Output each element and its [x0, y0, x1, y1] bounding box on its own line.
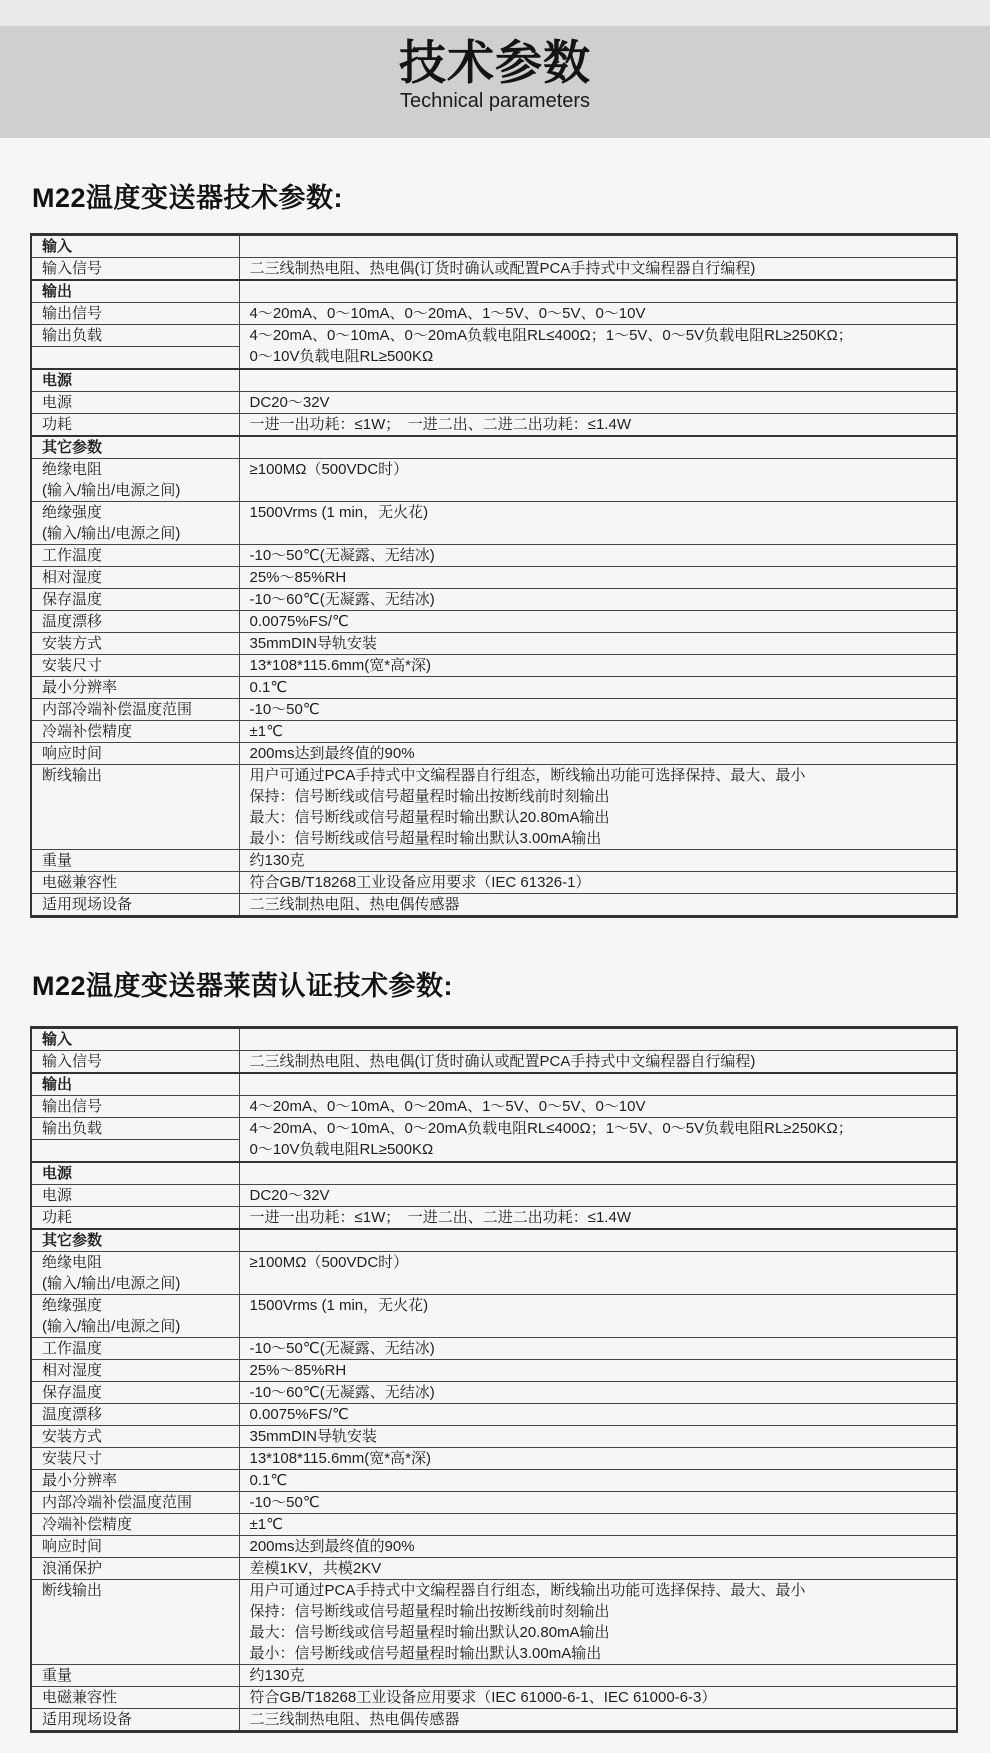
param-label: 相对湿度 — [31, 567, 239, 589]
param-value: 0.0075%FS/℃ — [239, 611, 957, 633]
params-table-2-body — [31, 1028, 957, 1732]
param-value: 二三线制热电阻、热电偶(订货时确认或配置PCA手持式中文编程器自行编程) — [239, 1051, 957, 1074]
param-label: 响应时间 — [31, 743, 239, 765]
param-value: 0.1℃ — [239, 677, 957, 699]
param-value-line: 保持：信号断线或信号超量程时输出按断线前时刻输出 — [249, 788, 610, 805]
table-row — [31, 303, 957, 325]
table-row — [31, 1536, 957, 1558]
param-value: 25%～85%RH — [239, 567, 957, 589]
param-section-value — [239, 1073, 957, 1096]
param-value: -10～60℃(无凝露、无结冰) — [239, 589, 957, 611]
param-label: 浪涌保护 — [31, 1558, 239, 1580]
param-value: 4～20mA、0～10mA、0～20mA、1～5V、0～5V、0～10V — [239, 1096, 957, 1118]
param-label: 工作温度 — [31, 1338, 239, 1360]
param-label: 适用现场设备 — [31, 1709, 239, 1732]
param-label: 响应时间 — [31, 1536, 239, 1558]
table-section-row — [31, 235, 957, 258]
param-label: 重量 — [31, 1665, 239, 1687]
table-row — [31, 1096, 957, 1118]
param-value: 25%～85%RH — [239, 1360, 957, 1382]
table-row — [31, 1295, 957, 1338]
param-label: 保存温度 — [31, 589, 239, 611]
param-label: 输出负载 — [31, 325, 239, 347]
param-value: 13*108*115.6mm(宽*高*深) — [239, 1448, 957, 1470]
param-section-value — [239, 235, 957, 258]
table-row — [31, 589, 957, 611]
table-row — [31, 850, 957, 872]
param-value: 二三线制热电阻、热电偶传感器 — [239, 894, 957, 917]
table-row — [31, 1448, 957, 1470]
param-label: 绝缘电阻 (输入/输出/电源之间) — [31, 1252, 239, 1295]
table-row — [31, 545, 957, 567]
param-value — [239, 325, 957, 370]
table-row — [31, 1426, 957, 1448]
param-label: 绝缘强度 (输入/输出/电源之间) — [31, 1295, 239, 1338]
param-value: 0.0075%FS/℃ — [239, 1404, 957, 1426]
param-value: 13*108*115.6mm(宽*高*深) — [239, 655, 957, 677]
param-value: 35mmDIN导轨安装 — [239, 633, 957, 655]
param-label: 保存温度 — [31, 1382, 239, 1404]
param-section-label: 其它参数 — [31, 436, 239, 459]
table-row — [31, 611, 957, 633]
param-value-line: 0～10V负载电阻RL≥500KΩ — [249, 348, 434, 365]
table-row — [31, 872, 957, 894]
param-value-line: 最大：信号断线或信号超量程时输出默认20.80mA输出 — [249, 809, 610, 826]
param-value: -10～50℃(无凝露、无结冰) — [239, 545, 957, 567]
table-row — [31, 633, 957, 655]
params-table-2 — [30, 1026, 958, 1733]
content — [0, 182, 990, 1753]
param-label-empty — [31, 347, 239, 370]
param-label: 输入信号 — [31, 258, 239, 281]
param-value: -10～50℃ — [239, 1492, 957, 1514]
table-row — [31, 1252, 957, 1295]
table-section-row — [31, 1162, 957, 1185]
table-section-row — [31, 1028, 957, 1051]
param-label: 断线输出 — [31, 765, 239, 850]
param-value: 0.1℃ — [239, 1470, 957, 1492]
param-label: 电磁兼容性 — [31, 872, 239, 894]
table-row — [31, 1404, 957, 1426]
param-value — [239, 765, 957, 850]
param-value: 差模1KV，共模2KV — [239, 1558, 957, 1580]
param-label: 输出信号 — [31, 303, 239, 325]
param-value: ±1℃ — [239, 1514, 957, 1536]
table-row — [31, 1470, 957, 1492]
param-value: 约130克 — [239, 1665, 957, 1687]
table-section-row — [31, 1229, 957, 1252]
table-row — [31, 1492, 957, 1514]
table-row — [31, 1360, 957, 1382]
param-value-line: 4～20mA、0～10mA、0～20mA负载电阻RL≤400Ω；1～5V、0～5V负载电阻RL≥250KΩ； — [249, 1120, 853, 1137]
table-row — [31, 1665, 957, 1687]
page-subtitle: Technical parameters — [399, 90, 591, 112]
table-row — [31, 1580, 957, 1665]
param-value: 符合GB/T18268工业设备应用要求（IEC 61000-6-1、IEC 61000-6-3） — [239, 1687, 957, 1709]
table-row — [31, 258, 957, 281]
table-row — [31, 1051, 957, 1074]
param-label: 安装方式 — [31, 633, 239, 655]
table-section-row — [31, 436, 957, 459]
param-value: DC20～32V — [239, 392, 957, 414]
param-value — [239, 1118, 957, 1163]
param-section-value — [239, 280, 957, 303]
table-row — [31, 1338, 957, 1360]
param-label: 输出信号 — [31, 1096, 239, 1118]
param-value: 4～20mA、0～10mA、0～20mA、1～5V、0～5V、0～10V — [239, 303, 957, 325]
header-banner — [0, 26, 990, 138]
table-row — [31, 677, 957, 699]
table-section-row — [31, 280, 957, 303]
table-section-row — [31, 1073, 957, 1096]
param-label: 安装方式 — [31, 1426, 239, 1448]
params-table-1-body — [31, 235, 957, 917]
param-value: ≥100MΩ（500VDC时） — [239, 459, 957, 502]
param-section-value — [239, 369, 957, 392]
param-label: 重量 — [31, 850, 239, 872]
param-value: 35mmDIN导轨安装 — [239, 1426, 957, 1448]
param-value: 二三线制热电阻、热电偶传感器 — [239, 1709, 957, 1732]
param-label: 电磁兼容性 — [31, 1687, 239, 1709]
param-value-line: 0～10V负载电阻RL≥500KΩ — [249, 1141, 434, 1158]
param-label: 相对湿度 — [31, 1360, 239, 1382]
table-row — [31, 699, 957, 721]
page-title: 技术参数 — [399, 36, 591, 89]
table-row — [31, 1514, 957, 1536]
param-label: 冷端补偿精度 — [31, 1514, 239, 1536]
param-label: 内部冷端补偿温度范围 — [31, 1492, 239, 1514]
table-row — [31, 1382, 957, 1404]
param-value: 200ms达到最终值的90% — [239, 1536, 957, 1558]
param-label: 输出负载 — [31, 1118, 239, 1140]
param-value — [239, 1580, 957, 1665]
param-label-empty — [31, 1140, 239, 1163]
param-value: 200ms达到最终值的90% — [239, 743, 957, 765]
param-label: 安装尺寸 — [31, 1448, 239, 1470]
param-section-value — [239, 1028, 957, 1051]
param-label: 输入信号 — [31, 1051, 239, 1074]
param-section-label: 输出 — [31, 1073, 239, 1096]
param-value: -10～60℃(无凝露、无结冰) — [239, 1382, 957, 1404]
param-value: 1500Vrms (1 min，无火花) — [239, 1295, 957, 1338]
param-value: -10～50℃ — [239, 699, 957, 721]
param-label: 断线输出 — [31, 1580, 239, 1665]
param-label: 功耗 — [31, 1207, 239, 1230]
param-section-label: 输入 — [31, 1028, 239, 1051]
param-label: 绝缘电阻 (输入/输出/电源之间) — [31, 459, 239, 502]
param-label: 冷端补偿精度 — [31, 721, 239, 743]
param-label-sub: (输入/输出/电源之间) — [42, 482, 181, 499]
param-label: 电源 — [31, 1185, 239, 1207]
table-row — [31, 655, 957, 677]
table-row — [31, 459, 957, 502]
table-section-row — [31, 369, 957, 392]
table-row — [31, 414, 957, 437]
table-row — [31, 325, 957, 347]
param-section-value — [239, 1229, 957, 1252]
param-label: 温度漂移 — [31, 611, 239, 633]
table-row — [31, 502, 957, 545]
table-row — [31, 894, 957, 917]
table-row — [31, 567, 957, 589]
param-section-value — [239, 436, 957, 459]
top-strip — [0, 0, 990, 26]
param-label: 工作温度 — [31, 545, 239, 567]
param-value-line: 最小：信号断线或信号超量程时输出默认3.00mA输出 — [249, 1645, 602, 1662]
table-row — [31, 1207, 957, 1230]
param-label-sub: (输入/输出/电源之间) — [42, 1275, 181, 1292]
param-value: 符合GB/T18268工业设备应用要求（IEC 61326-1） — [239, 872, 957, 894]
param-value: 约130克 — [239, 850, 957, 872]
table-row — [31, 392, 957, 414]
param-value: DC20～32V — [239, 1185, 957, 1207]
param-label: 温度漂移 — [31, 1404, 239, 1426]
table-row — [31, 721, 957, 743]
param-value: 一进一出功耗：≤1W； 一进二出、二进二出功耗：≤1.4W — [239, 1207, 957, 1230]
param-label: 最小分辨率 — [31, 1470, 239, 1492]
param-label: 安装尺寸 — [31, 655, 239, 677]
table-row — [31, 1558, 957, 1580]
param-label: 适用现场设备 — [31, 894, 239, 917]
param-value-line: 4～20mA、0～10mA、0～20mA负载电阻RL≤400Ω；1～5V、0～5V负载电阻RL≥250KΩ； — [249, 327, 853, 344]
param-value-line: 最小：信号断线或信号超量程时输出默认3.00mA输出 — [249, 830, 602, 847]
param-value-line: 用户可通过PCA手持式中文编程器自行组态，断线输出功能可选择保持、最大、最小 — [249, 1582, 806, 1599]
param-section-label: 输出 — [31, 280, 239, 303]
param-label: 绝缘强度 (输入/输出/电源之间) — [31, 502, 239, 545]
table-row — [31, 743, 957, 765]
table-row — [31, 1687, 957, 1709]
param-section-value — [239, 1162, 957, 1185]
table-row — [31, 1185, 957, 1207]
param-value: 二三线制热电阻、热电偶(订货时确认或配置PCA手持式中文编程器自行编程) — [239, 258, 957, 281]
param-section-label: 电源 — [31, 369, 239, 392]
param-value: 一进一出功耗：≤1W； 一进二出、二进二出功耗：≤1.4W — [239, 414, 957, 437]
param-value: ≥100MΩ（500VDC时） — [239, 1252, 957, 1295]
param-value: -10～50℃(无凝露、无结冰) — [239, 1338, 957, 1360]
table-row — [31, 765, 957, 850]
param-section-label: 输入 — [31, 235, 239, 258]
param-value-line: 用户可通过PCA手持式中文编程器自行组态，断线输出功能可选择保持、最大、最小 — [249, 767, 806, 784]
param-value-line: 保持：信号断线或信号超量程时输出按断线前时刻输出 — [249, 1603, 610, 1620]
param-label: 内部冷端补偿温度范围 — [31, 699, 239, 721]
param-section-label: 其它参数 — [31, 1229, 239, 1252]
param-label: 功耗 — [31, 414, 239, 437]
param-label: 最小分辨率 — [31, 677, 239, 699]
param-label: 电源 — [31, 392, 239, 414]
param-value: 1500Vrms (1 min，无火花) — [239, 502, 957, 545]
params-table-1 — [30, 233, 958, 918]
table-row — [31, 1118, 957, 1140]
param-value-line: 最大：信号断线或信号超量程时输出默认20.80mA输出 — [249, 1624, 610, 1641]
table-row — [31, 1709, 957, 1732]
param-section-label: 电源 — [31, 1162, 239, 1185]
param-value: ±1℃ — [239, 721, 957, 743]
param-label-sub: (输入/输出/电源之间) — [42, 1318, 181, 1335]
section2-heading: M22温度变送器莱茵认证技术参数: — [32, 971, 454, 1001]
param-label-sub: (输入/输出/电源之间) — [42, 525, 181, 542]
section1-heading: M22温度变送器技术参数: — [32, 183, 344, 213]
